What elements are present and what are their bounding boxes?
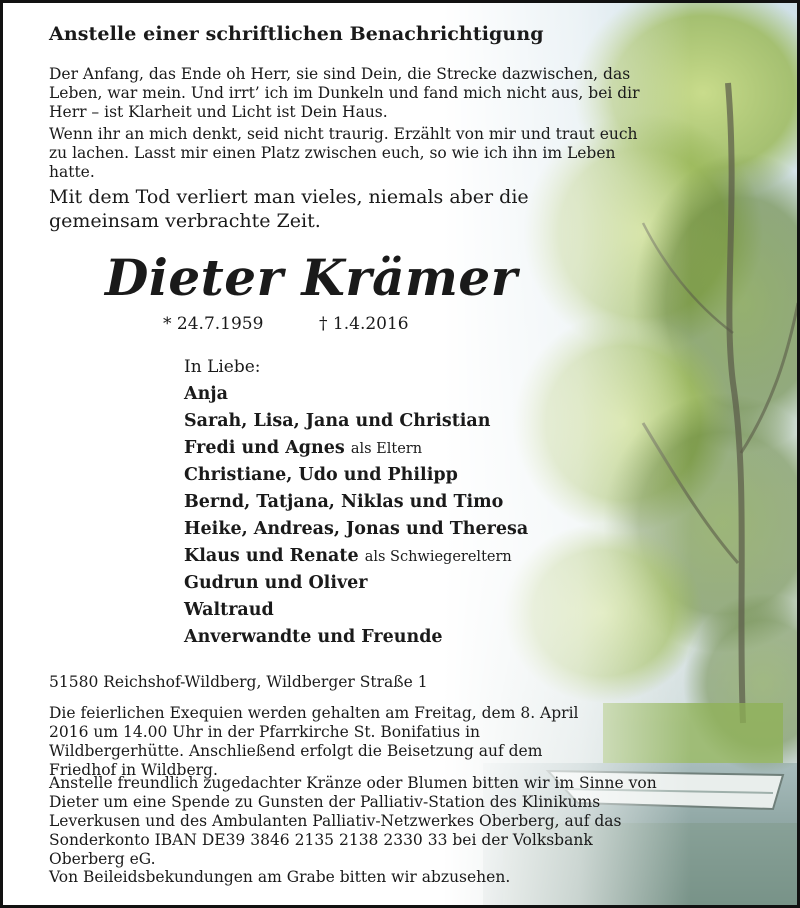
- mourner-item: [184, 597, 528, 624]
- wish-paragraph: Wenn ihr an mich denkt, seid nicht traurig. Erzählt von mir und traut euch zu lachen. Lasst mir einen Platz zwischen euch, so wie ich ihn im Leben hatte.: [49, 125, 638, 181]
- mourner-name: Heike, Andreas, Jonas und Theresa: [184, 519, 529, 539]
- mourner-item: [184, 462, 528, 489]
- mourner-name: Anverwandte und Freunde: [184, 627, 443, 647]
- mourner-item: [184, 624, 528, 651]
- condolence-note: Von Beileidsbekundungen am Grabe bitten wir abzusehen.: [49, 868, 511, 886]
- mourner-item: [184, 435, 528, 462]
- in-love-label: In Liebe:: [184, 357, 261, 377]
- mourner-item: [184, 489, 528, 516]
- memorial-quote: Mit dem Tod verliert man vieles, niemals aber die gemeinsam verbrachte Zeit.: [49, 186, 529, 232]
- mourner-name: Fredi und Agnes: [184, 438, 345, 458]
- mourner-role: als Eltern: [350, 441, 423, 457]
- mourning-address: 51580 Reichshof-Wildberg, Wildberger Straße 1: [49, 673, 428, 691]
- mourner-role: als Schwiegereltern: [364, 549, 512, 565]
- mourner-name: Gudrun und Oliver: [184, 573, 368, 593]
- mourners-list: [184, 381, 528, 651]
- notice-content: [3, 3, 797, 905]
- poem-paragraph: Der Anfang, das Ende oh Herr, sie sind Dein, die Strecke dazwischen, das Leben, war mein. Und irrt’ ich im Dunkeln und fand mich nicht aus, bei dir Herr – ist Klarheit und Licht ist Dein Haus.: [49, 65, 640, 121]
- deceased-name: Dieter Krämer: [105, 248, 518, 307]
- birth-date: * 24.7.1959: [163, 314, 264, 334]
- death-date: † 1.4.2016: [319, 314, 409, 334]
- mourner-item: [184, 408, 528, 435]
- mourner-item: [184, 543, 528, 570]
- mourner-name: Christiane, Udo und Philipp: [184, 465, 458, 485]
- donation-paragraph: Anstelle freundlich zugedachter Kränze oder Blumen bitten wir im Sinne von Dieter um eine Spende zu Gunsten der Palliativ-Station des Klinikums Leverkusen und des Ambulanten Palliativ-Netzwerkes Oberberg, auf das Sonderkonto IBAN DE39 3846 2135 2138 2330 33 bei der Volksbank Oberberg eG.: [49, 774, 657, 868]
- funeral-service-paragraph: Die feierlichen Exequien werden gehalten am Freitag, dem 8. April 2016 um 14.00 Uhr in der Pfarrkirche St. Bonifatius in Wildbergerhütte. Anschließend erfolgt die Beisetzung auf dem Friedhof in Wildberg.: [49, 704, 579, 779]
- mourner-name: Anja: [184, 384, 228, 404]
- mourner-name: Waltraud: [184, 600, 274, 620]
- mourner-name: Bernd, Tatjana, Niklas und Timo: [184, 492, 504, 512]
- mourner-name: Sarah, Lisa, Jana und Christian: [184, 411, 491, 431]
- mourner-item: [184, 516, 528, 543]
- mourner-name: Klaus und Renate: [184, 546, 359, 566]
- notice-heading: Anstelle einer schriftlichen Benachrichtigung: [49, 23, 544, 45]
- mourner-item: [184, 381, 528, 408]
- mourner-item: [184, 570, 528, 597]
